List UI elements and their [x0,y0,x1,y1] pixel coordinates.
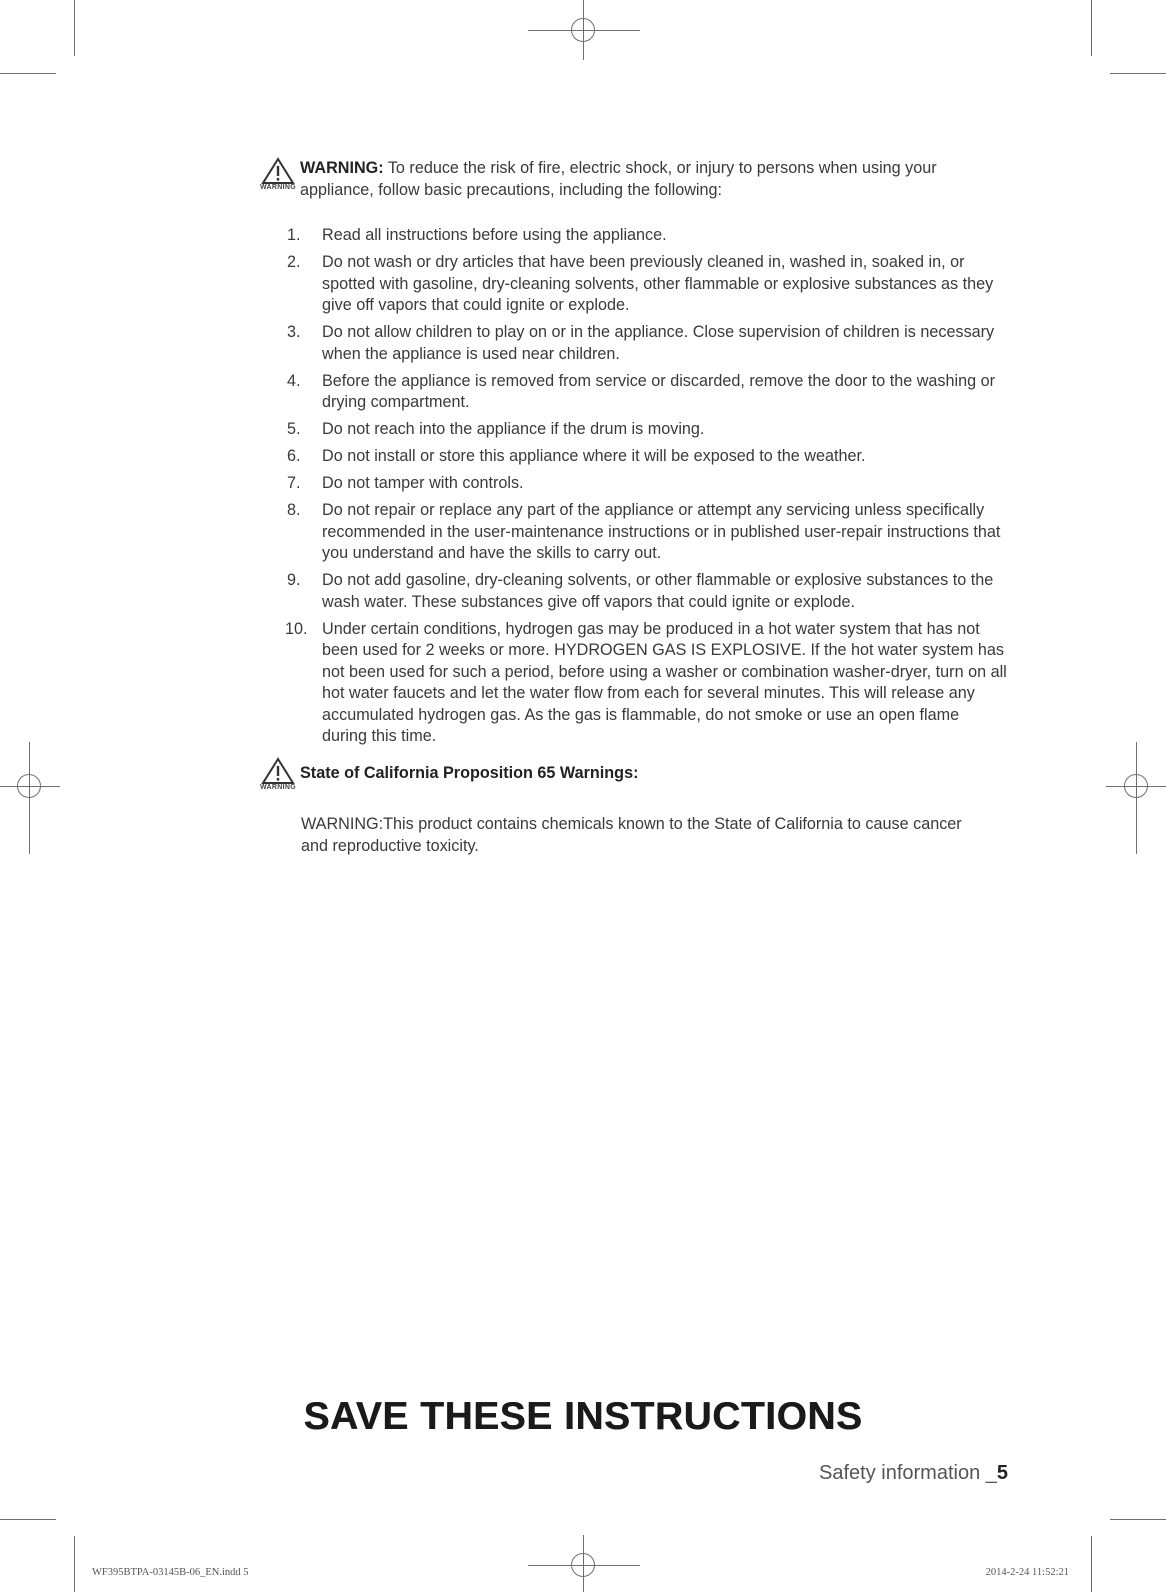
warning-triangle-icon [258,157,298,191]
page-footer [819,1462,1008,1485]
list-item: 1. Read all instructions before using the appliance. [287,226,667,244]
list-item: 8. Do not repair or replace any part of the appliance or attempt any servicing unless specifically recommended in the user-maintenance instructions or in published user-repair instructions that you understand and have the skills to carry out. [287,501,1001,562]
list-item: 2. Do not wash or dry articles that have been previously cleaned in, washed in, soaked in, or spotted with gasoline, dry-cleaning solvents, other flammable or explosive substances as they give off vapors that could ignite or explode. [287,253,994,314]
california-title: State of California Proposition 65 Warnings: [300,764,639,782]
list-item: 9. Do not add gasoline, dry-cleaning solvents, or other flammable or explosive substances to the wash water. These substances give off vapors that could ignite or explode. [287,571,994,611]
warning-intro [300,157,1018,201]
print-slug-file: WF395BTPA-03145B-06_EN.indd 5 [92,1567,249,1578]
list-item: 10. Under certain conditions, hydrogen gas may be produced in a hot water system that has not been used for 2 weeks or more. HYDROGEN GAS IS EXPLOSIVE. If the hot water system has not been used for such a period, before using a washer or combination washer-dryer, turn on all hot water faucets and let the water flow from each for several minutes. This will release any accumulated hydrogen gas. As the gas is flammable, do not smoke or use an open flame during this time. [285,619,1007,745]
list-item: 7. Do not tamper with controls. [287,474,524,492]
save-instructions-banner: SAVE THESE INSTRUCTIONS [303,1395,863,1438]
print-slug-timestamp: 2014-2-24 11:52:21 [985,1567,1069,1578]
list-item: 3. Do not allow children to play on or in the appliance. Close supervision of children is necessary when the appliance is used near children. [287,323,995,363]
instructions-list [287,225,1007,753]
list-item: 6. Do not install or store this appliance where it will be exposed to the weather. [287,447,866,465]
warning-icon-caption: WARNING [260,784,296,791]
list-item: 5. Do not reach into the appliance if the drum is moving. [287,420,705,438]
warning-lead: WARNING: [300,159,384,177]
warning-icon-caption: WARNING [260,184,296,191]
warning-triangle-icon [258,757,298,791]
warning-text-line1: To reduce the risk of fire, electric shock, or injury to persons when using your [387,159,937,177]
page-number: 5 [996,1462,1008,1484]
warning-block [258,157,1018,201]
california-body: WARNING:This product contains chemicals known to the State of California to cause cancer and reproductive toxicity. [301,815,962,855]
list-item: 4. Before the appliance is removed from service or discarded, remove the door to the washing or drying compartment. [287,371,996,411]
warning-text-line2: appliance, follow basic precautions, including the following: [300,181,723,199]
footer-section: Safety information _ [819,1462,997,1484]
